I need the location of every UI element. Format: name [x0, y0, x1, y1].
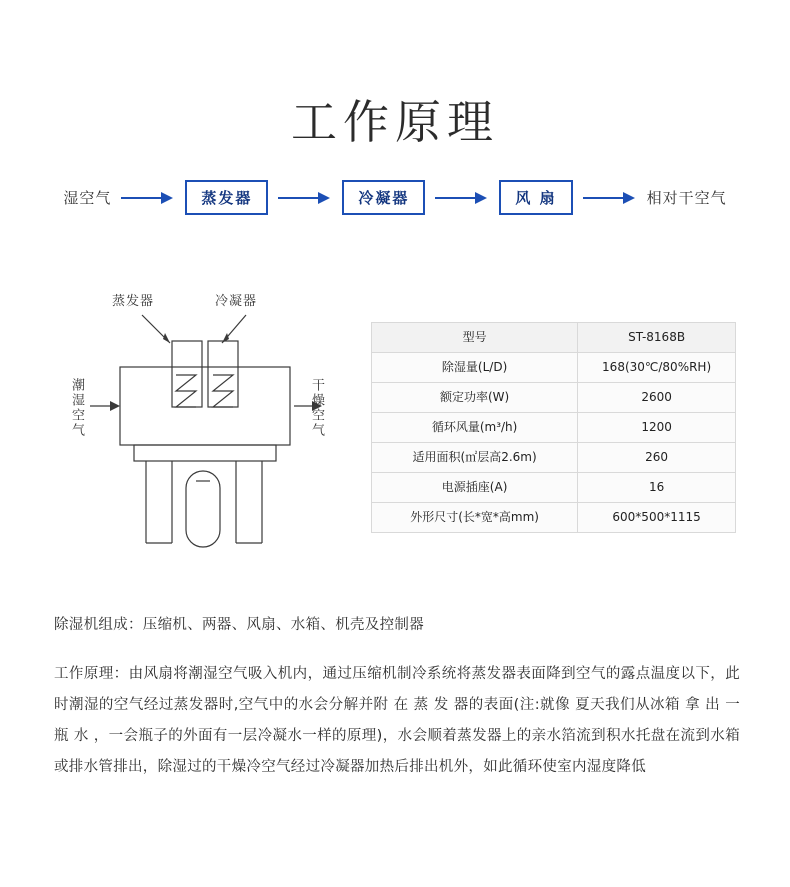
arrow-right-icon: [278, 191, 332, 205]
table-row: [372, 323, 736, 353]
table-cell-key: 除湿量(L/D): [372, 353, 578, 383]
table-cell-value: 2600: [578, 383, 736, 413]
arrow-right-icon: [583, 191, 637, 205]
table-cell-key: 电源插座(A): [372, 473, 578, 503]
table-cell-value: 260: [578, 443, 736, 473]
table-row: [372, 413, 736, 443]
table-cell-value: 168(30℃/80%RH): [578, 353, 736, 383]
flow-end-label: 相对干空气: [646, 189, 727, 207]
table-cell-value: 16: [578, 473, 736, 503]
table-cell-key: 循环风量(m³/h): [372, 413, 578, 443]
table-cell-key: 型号: [372, 323, 578, 353]
table-cell-value: ST-8168B: [578, 323, 736, 353]
table-cell-value: 1200: [578, 413, 736, 443]
table-cell-key: 额定功率(W): [372, 383, 578, 413]
table-row: [372, 473, 736, 503]
table-cell-value: 600*500*1115: [578, 503, 736, 533]
table-row: [372, 383, 736, 413]
diagram-label-inlet-air: 潮湿空气: [68, 378, 84, 438]
arrow-right-icon: [121, 191, 175, 205]
flow-step-evaporator: 蒸发器: [185, 180, 268, 215]
table-cell-key: 外形尺寸(长*宽*高mm): [372, 503, 578, 533]
flow-step-condenser: 冷凝器: [342, 180, 425, 215]
page-title: 工作原理: [291, 95, 499, 149]
dehumidifier-schematic: [50, 275, 370, 580]
table-row: [372, 443, 736, 473]
principle-paragraph: 工作原理：由风扇将潮湿空气吸入机内，通过压缩机制冷系统将蒸发器表面降到空气的露点温度以下，此时潮湿的空气经过蒸发器时,空气中的水会分解并附 在 蒸 发 器的表面(注:就像 夏天我们从冰箱 拿 出 一 瓶 水 ，一会瓶子的外面有一层冷凝水一样的原理)，水会顺着蒸发器上的亲水箔流到积水托盘在流到水箱或排水管排出，除湿过的干燥冷空气经过冷凝器加热后排出机外，如此循环使室内湿度降低: [54, 666, 740, 775]
table-row: [372, 353, 736, 383]
specification-table: [371, 322, 736, 533]
table-row: [372, 503, 736, 533]
description-text: [54, 610, 740, 797]
flow-start-label: 湿空气: [63, 189, 112, 207]
diagram-label-condenser: 冷凝器: [215, 294, 258, 309]
diagram-label-outlet-air: 干燥空气: [308, 378, 324, 438]
diagram-label-evaporator: 蒸发器: [112, 294, 155, 309]
arrow-right-icon: [435, 191, 489, 205]
flow-step-fan: 风 扇: [499, 180, 572, 215]
composition-paragraph: 除湿机组成：压缩机、两器、风扇、水箱、机壳及控制器: [54, 617, 424, 633]
table-cell-key: 适用面积(㎡层高2.6m): [372, 443, 578, 473]
process-flow: [0, 180, 790, 215]
